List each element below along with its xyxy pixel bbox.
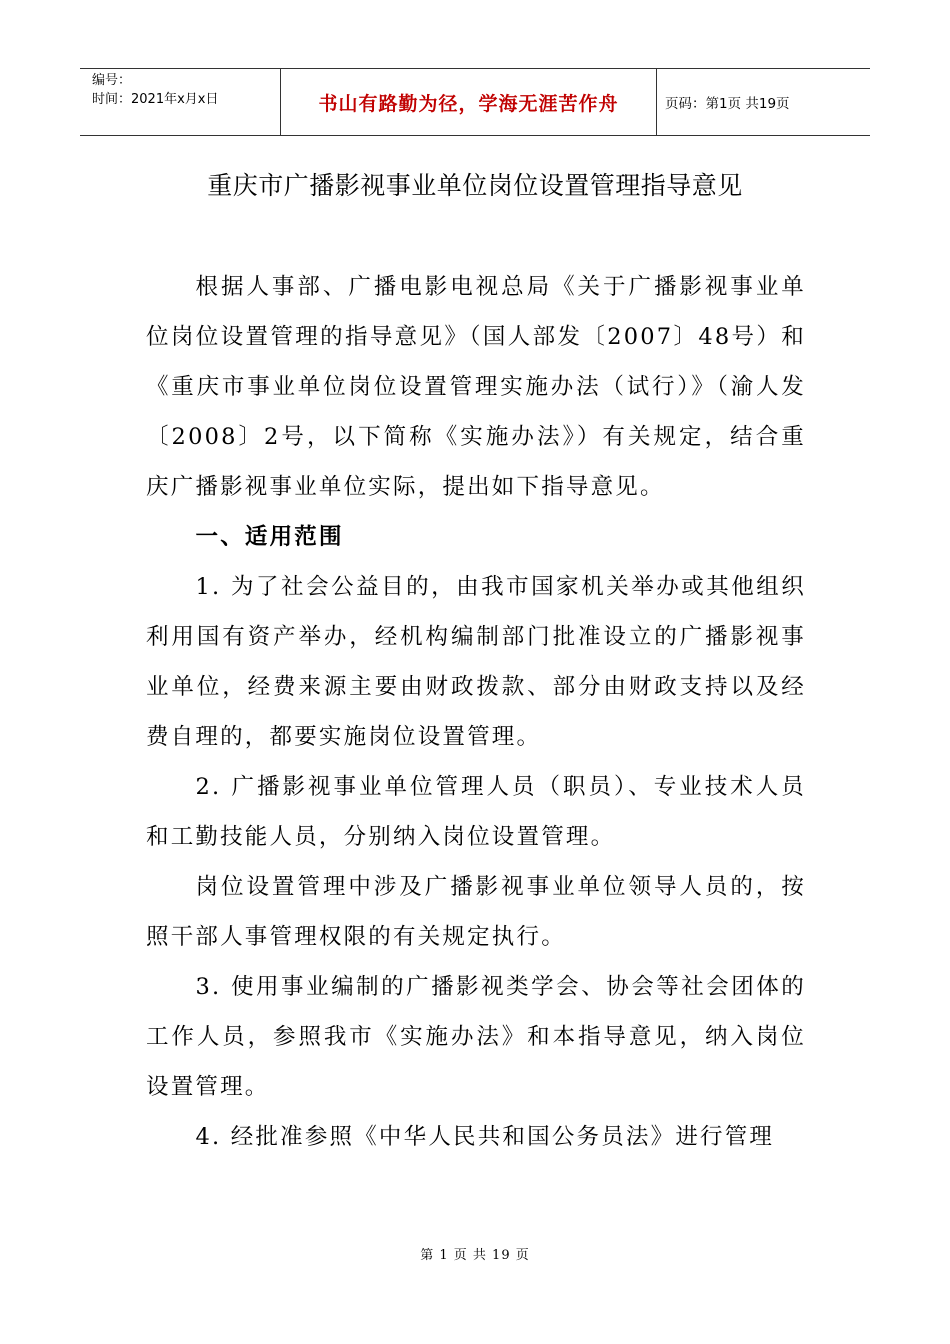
page-footer: 第 1 页 共 19 页: [420, 1248, 530, 1263]
document-title: 重庆市广播影视事业单位岗位设置管理指导意见: [207, 171, 743, 200]
header-table: [80, 68, 870, 136]
body-paragraph: 2. 广播影视事业单位管理人员（职员）、专业技术人员和工勤技能人员，分别纳入岗位设置管理。: [146, 774, 806, 850]
header-motto-cell: [281, 69, 657, 135]
header-motto: 书山有路勤为径，学海无涯苦作舟: [318, 92, 619, 115]
document-body: [146, 262, 806, 1162]
body-paragraph: 4. 经批准参照《中华人民共和国公务员法》进行管理: [195, 1124, 775, 1150]
body-paragraph: 1. 为了社会公益目的，由我市国家机关举办或其他组织利用国有资产举办，经机构编制部门批准设立的广播影视事业单位，经费来源主要由财政拨款、部分由财政支持以及经费自理的，都要实施岗位设置管理。: [146, 574, 806, 750]
document-number-label: 编号：: [92, 73, 132, 88]
body-paragraph: 岗位设置管理中涉及广播影视事业单位领导人员的，按照干部人事管理权限的有关规定执行。: [146, 874, 806, 950]
document-time-label: 时间：2021年x月x日: [92, 92, 219, 107]
intro-paragraph: 根据人事部、广播电影电视总局《关于广播影视事业单位岗位设置管理的指导意见》（国人部发〔2007〕48号）和《重庆市事业单位岗位设置管理实施办法（试行）》（渝人发〔2008〕2号，以下简称《实施办法》）有关规定，结合重庆广播影视事业单位实际，提出如下指导意见。: [146, 274, 806, 500]
header-page-code: 页码：第1页 共19页: [665, 96, 790, 112]
header-meta-cell: [80, 69, 281, 135]
body-paragraph: 3. 使用事业编制的广播影视类学会、协会等社会团体的工作人员，参照我市《实施办法》和本指导意见，纳入岗位设置管理。: [146, 974, 806, 1100]
header-page-cell: [657, 69, 870, 135]
section-heading: 一、适用范围: [195, 524, 344, 550]
